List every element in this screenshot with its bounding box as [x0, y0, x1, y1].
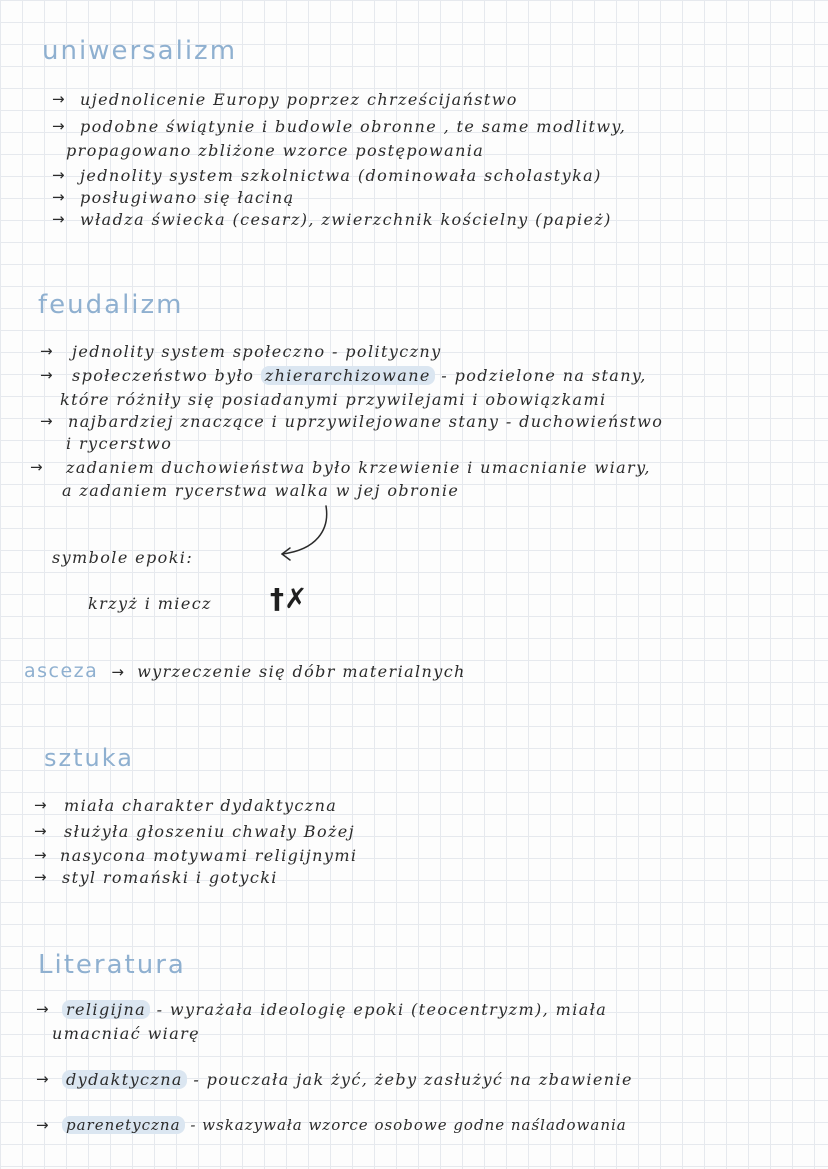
sztuka-line-2: służyła głoszeniu chwały Bożej [64, 822, 356, 841]
cross-sword-icon: †✗ [270, 582, 308, 615]
bullet-arrow: → [40, 342, 53, 360]
feudalizm-line-2 [72, 366, 647, 385]
bullet-arrow: → [52, 188, 65, 206]
sztuka-line-3: nasycona motywami religijnymi [60, 846, 358, 865]
heading-literatura: Literatura [38, 950, 186, 980]
asceza-definition: wyrzeczenie się dóbr materialnych [137, 662, 466, 681]
bullet-arrow: → [40, 412, 53, 430]
uniwersalizm-line-4: jednolity system szkolnictwa (dominowała scholastyka) [80, 166, 602, 185]
heading-feudalizm: feudalizm [38, 290, 184, 320]
highlight-dydaktyczna: dydaktyczna [62, 1070, 187, 1089]
feudalizm-line-1: jednolity system społeczno - polityczny [72, 342, 442, 361]
bullet-arrow: → [34, 868, 47, 886]
literatura-line-3 [62, 1116, 627, 1134]
highlight-zhierarchizowane: zhierarchizowane [261, 366, 435, 385]
uniwersalizm-line-5: posługiwano się łaciną [80, 188, 295, 207]
literatura-line-2 [62, 1070, 633, 1089]
literatura-line-3-rest: - wskazywała wzorce osobowe godne naśladowania [190, 1116, 627, 1134]
feudalizm-line-3: które różniły się posiadanymi przywilejami i obowiązkami [60, 390, 607, 409]
bullet-arrow: → [40, 366, 53, 384]
bullet-arrow: → [52, 117, 65, 135]
highlight-religijna: religijna [62, 1000, 150, 1019]
feudalizm-line-5: i rycerstwo [66, 434, 173, 453]
sztuka-line-1: miała charakter dydaktyczna [64, 796, 338, 815]
uniwersalizm-line-1: ujednolicenie Europy poprzez chrześcijaństwo [80, 90, 518, 109]
bullet-arrow: → [52, 166, 65, 184]
uniwersalizm-line-3: propagowano zbliżone wzorce postępowania [66, 141, 485, 160]
literatura-line-1-rest: - wyrażała ideologię epoki (teocentryzm), miała [156, 1000, 608, 1019]
bullet-arrow: → [52, 90, 65, 108]
literatura-line-1 [62, 1000, 607, 1019]
feudalizm-line-6: zadaniem duchowieństwa było krzewienie i umacnianie wiary, [66, 458, 651, 477]
curved-arrow [268, 500, 348, 570]
uniwersalizm-line-6: władza świecka (cesarz), zwierzchnik kościelny (papież) [80, 210, 612, 229]
bullet-arrow: → [52, 210, 65, 228]
symbols-label: symbole epoki: [52, 548, 194, 567]
feudalizm-line-2-start: społeczeństwo było [72, 366, 255, 385]
bullet-arrow: → [34, 796, 47, 814]
literatura-line-1-cont: umacniać wiarę [52, 1024, 201, 1043]
bullet-arrow: → [36, 1116, 49, 1134]
bullet-arrow: → [34, 822, 47, 840]
heading-uniwersalizm: uniwersalizm [42, 36, 238, 66]
highlight-parenetyczna: parenetyczna [62, 1116, 185, 1134]
heading-sztuka: sztuka [44, 744, 134, 772]
asceza-term: asceza [24, 660, 99, 682]
arrow-icon: → [111, 663, 124, 681]
bullet-arrow: → [36, 1000, 49, 1018]
bullet-arrow: → [36, 1070, 49, 1088]
asceza-row [24, 660, 466, 682]
feudalizm-line-4: najbardziej znaczące i uprzywilejowane stany - duchowieństwo [68, 412, 664, 431]
feudalizm-line-7: a zadaniem rycerstwa walka w jej obronie [62, 481, 460, 500]
feudalizm-line-2-end: - podzielone na stany, [441, 366, 647, 385]
sztuka-line-4: styl romański i gotycki [62, 868, 278, 887]
bullet-arrow: → [30, 458, 43, 476]
bullet-arrow: → [34, 846, 47, 864]
literatura-line-2-rest: - pouczała jak żyć, żeby zasłużyć na zbawienie [193, 1070, 633, 1089]
symbols-items: krzyż i miecz [88, 594, 212, 613]
uniwersalizm-line-2: podobne świątynie i budowle obronne , te same modlitwy, [80, 117, 627, 136]
